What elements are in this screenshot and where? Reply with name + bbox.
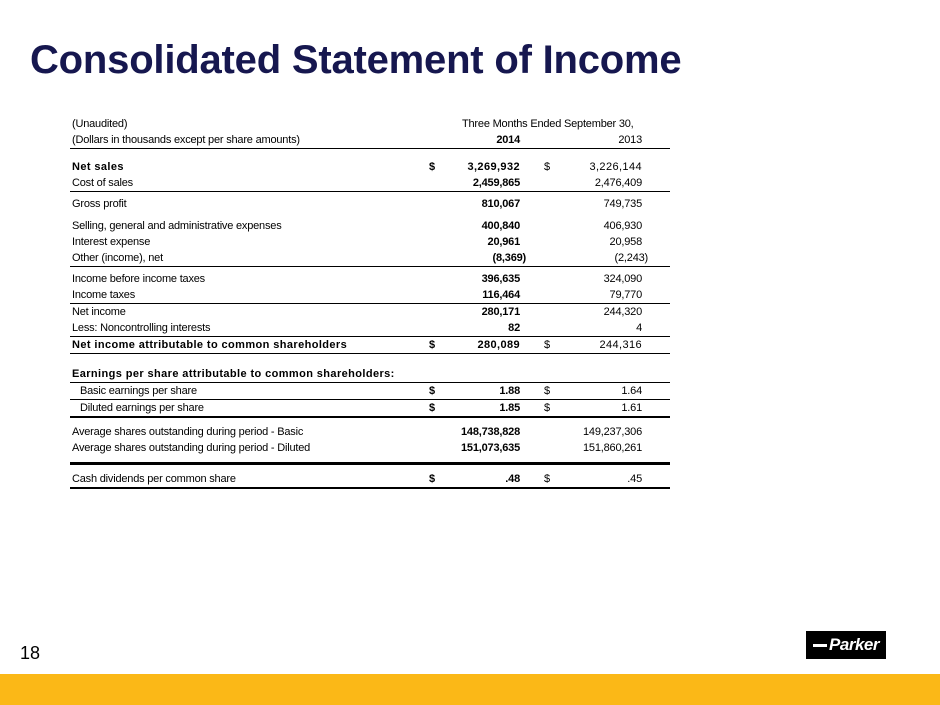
value-2014: 280,171 xyxy=(481,306,520,318)
row-label: Cash dividends per common share xyxy=(72,473,236,485)
value-2014: .48 xyxy=(505,473,520,485)
table-row xyxy=(70,250,670,267)
value-2013: .45 xyxy=(627,473,642,485)
value-2013: 20,958 xyxy=(609,236,642,248)
value-2013: 79,770 xyxy=(609,289,642,301)
value-2014: 1.88 xyxy=(499,385,520,397)
value-2013: 406,930 xyxy=(603,220,642,232)
table-row xyxy=(70,383,670,400)
dollar-sign: $ xyxy=(429,402,435,414)
row-label: Interest expense xyxy=(72,236,151,248)
dollar-sign: $ xyxy=(544,339,551,351)
row-label: Income taxes xyxy=(72,289,136,301)
dollar-sign: $ xyxy=(429,339,436,351)
value-2013: 3,226,144 xyxy=(589,161,642,173)
value-2014: 116,464 xyxy=(482,289,520,301)
income-statement-table xyxy=(70,116,670,489)
dollar-sign: $ xyxy=(544,385,550,397)
row-label: Diluted earnings per share xyxy=(80,402,204,414)
value-2013: 1.64 xyxy=(621,385,642,397)
row-label: Average shares outstanding during period - Diluted xyxy=(72,442,311,454)
value-2014: 400,840 xyxy=(481,220,520,232)
table-row xyxy=(70,234,670,250)
table-row xyxy=(70,304,670,320)
table-row xyxy=(70,471,670,489)
dollar-sign: $ xyxy=(544,161,551,173)
year-2014-header: 2014 xyxy=(496,134,520,146)
table-row xyxy=(70,175,670,192)
value-2014: 82 xyxy=(508,322,520,334)
value-2014: 20,961 xyxy=(487,236,520,248)
value-2013: 244,316 xyxy=(599,339,642,351)
eps-heading: Earnings per share attributable to common shareholders: xyxy=(72,368,395,380)
value-2013: 749,735 xyxy=(603,198,642,210)
row-label: Other (income), net xyxy=(72,252,163,264)
row-label: Net income attributable to common shareholders xyxy=(72,339,348,351)
value-2013: 1.61 xyxy=(621,402,642,414)
logo-text: Parker xyxy=(829,635,879,654)
value-2013: 149,237,306 xyxy=(583,426,642,438)
value-2014: 3,269,932 xyxy=(467,161,520,173)
page-title: Consolidated Statement of Income xyxy=(30,38,682,82)
value-2014: 810,067 xyxy=(481,198,520,210)
row-label: Gross profit xyxy=(72,198,127,210)
table-row xyxy=(70,424,670,440)
value-2014: 1.85 xyxy=(499,402,520,414)
value-2013: 244,320 xyxy=(603,306,642,318)
parker-logo xyxy=(806,631,886,659)
table-row xyxy=(70,287,670,304)
header-row-period xyxy=(70,116,670,132)
period-header: Three Months Ended September 30, xyxy=(462,118,634,130)
table-row xyxy=(70,337,670,354)
value-2014: 280,089 xyxy=(477,339,520,351)
units-label: (Dollars in thousands except per share amounts) xyxy=(72,134,300,146)
table-row xyxy=(70,271,670,287)
page-number: 18 xyxy=(20,643,41,663)
table-row xyxy=(70,400,670,418)
row-label: Less: Noncontrolling interests xyxy=(72,322,211,334)
eps-heading-row xyxy=(70,366,670,383)
dollar-sign: $ xyxy=(429,473,435,485)
table-row xyxy=(70,196,670,212)
value-2013: 151,860,261 xyxy=(583,442,642,454)
value-2014: 151,073,635 xyxy=(461,442,520,454)
header-row-years xyxy=(70,132,670,149)
row-label: Income before income taxes xyxy=(72,273,205,285)
value-2014: (8,369) xyxy=(492,252,526,264)
row-label: Net income xyxy=(72,306,126,318)
row-label: Basic earnings per share xyxy=(80,385,197,397)
value-2014: 2,459,865 xyxy=(472,177,520,189)
dollar-sign: $ xyxy=(544,402,550,414)
table-row xyxy=(70,159,670,175)
row-label: Selling, general and administrative expenses xyxy=(72,220,282,232)
table-row xyxy=(70,320,670,337)
table-row xyxy=(70,218,670,234)
logo-dash-icon xyxy=(813,644,827,647)
value-2013: 2,476,409 xyxy=(594,177,642,189)
value-2014: 148,738,828 xyxy=(461,426,520,438)
value-2013: (2,243) xyxy=(614,252,648,264)
dollar-sign: $ xyxy=(544,473,550,485)
year-2013-header: 2013 xyxy=(618,134,642,146)
unaudited-label: (Unaudited) xyxy=(72,118,128,130)
table-row xyxy=(70,440,670,456)
value-2013: 4 xyxy=(636,322,642,334)
dollar-sign: $ xyxy=(429,161,436,173)
row-label: Average shares outstanding during period - Basic xyxy=(72,426,304,438)
value-2014: 396,635 xyxy=(481,273,520,285)
footer-bar xyxy=(0,674,940,705)
row-label: Net sales xyxy=(72,161,124,173)
dollar-sign: $ xyxy=(429,385,435,397)
double-rule xyxy=(70,462,670,465)
value-2013: 324,090 xyxy=(603,273,642,285)
row-label: Cost of sales xyxy=(72,177,133,189)
